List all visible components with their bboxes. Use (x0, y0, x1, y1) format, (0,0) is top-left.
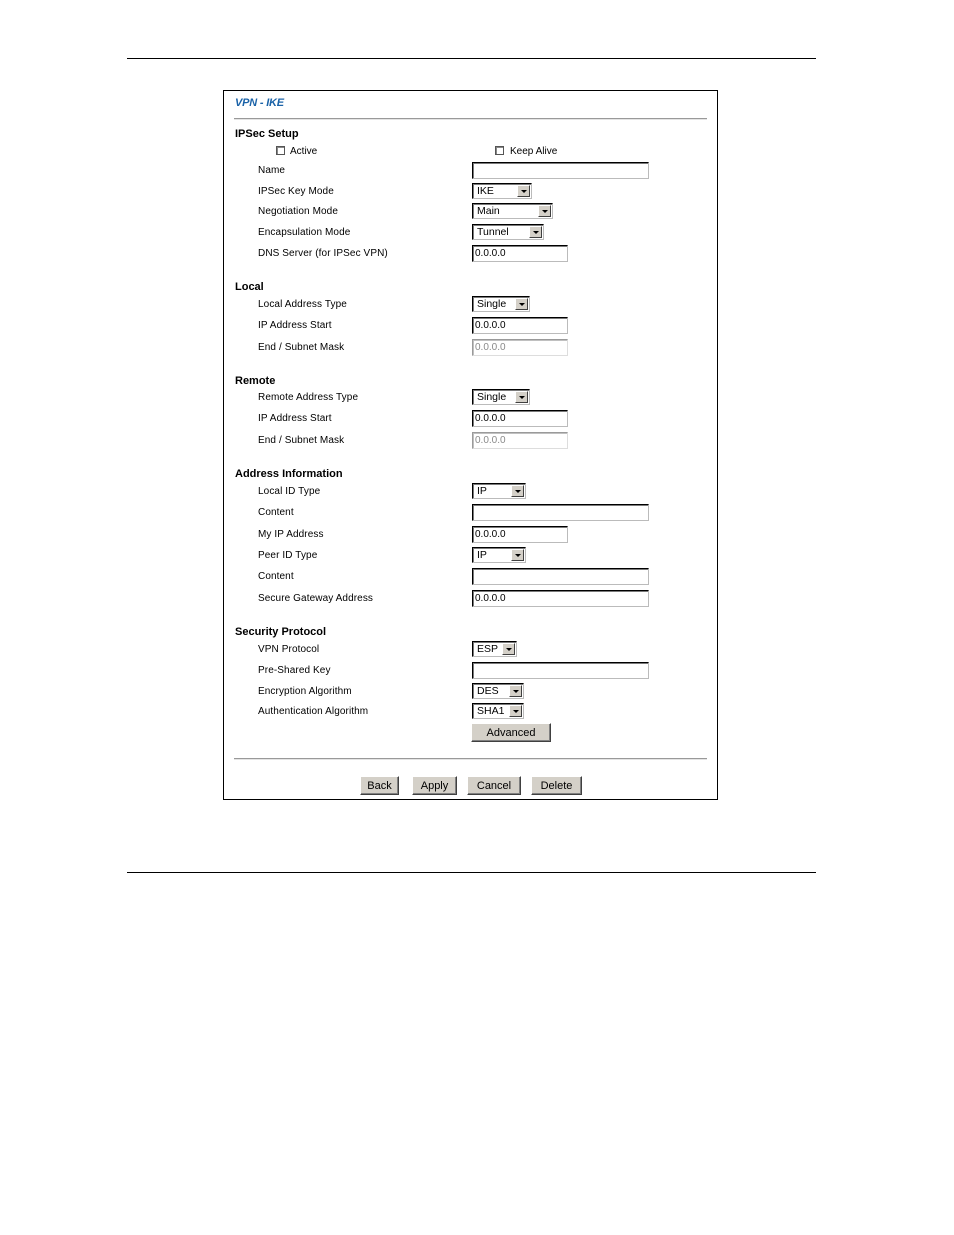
authentication-algorithm-label: Authentication Algorithm (258, 706, 369, 717)
page-title: VPN - IKE (235, 97, 284, 109)
local-content-label: Content (258, 507, 294, 518)
vpn-protocol-select[interactable] (472, 641, 517, 657)
name-input[interactable] (472, 162, 649, 179)
title-divider (234, 118, 707, 120)
local-end-mask-input[interactable]: 0.0.0.0 (472, 339, 568, 356)
keep-alive-label: Keep Alive (510, 146, 558, 157)
cancel-button[interactable]: Cancel (467, 776, 521, 795)
remote-end-mask-label: End / Subnet Mask (258, 435, 345, 446)
chevron-down-icon (509, 685, 522, 697)
dns-server-label: DNS Server (for IPSec VPN) (258, 248, 388, 259)
peer-id-type-select[interactable] (472, 547, 526, 563)
local-ip-start-input[interactable]: 0.0.0.0 (472, 317, 568, 334)
remote-address-type-label: Remote Address Type (258, 392, 359, 403)
local-id-type-select[interactable] (472, 483, 526, 499)
vpn-protocol-value: ESP (477, 643, 499, 655)
remote-end-mask-input[interactable]: 0.0.0.0 (472, 432, 568, 449)
authentication-algorithm-select[interactable] (472, 703, 524, 719)
ipsec-key-mode-select[interactable] (472, 183, 532, 199)
local-ip-start-label: IP Address Start (258, 320, 332, 331)
remote-ip-start-label: IP Address Start (258, 413, 332, 424)
security-protocol-heading: Security Protocol (235, 626, 327, 638)
encryption-algorithm-label: Encryption Algorithm (258, 686, 352, 697)
encapsulation-mode-label: Encapsulation Mode (258, 227, 351, 238)
local-end-mask-label: End / Subnet Mask (258, 342, 345, 353)
my-ip-address-input[interactable]: 0.0.0.0 (472, 526, 568, 543)
advanced-button[interactable]: Advanced (471, 723, 551, 742)
local-content-input[interactable] (472, 504, 649, 521)
page-bottom-rule (127, 872, 816, 873)
delete-button[interactable]: Delete (531, 776, 582, 795)
local-heading: Local (235, 281, 264, 293)
remote-address-type-value: Single (477, 391, 507, 403)
name-label: Name (258, 165, 286, 176)
ipsec-key-mode-value: IKE (477, 185, 494, 197)
address-information-heading: Address Information (235, 468, 343, 480)
my-ip-address-label: My IP Address (258, 529, 324, 540)
encapsulation-mode-value: Tunnel (477, 226, 509, 238)
chevron-down-icon (517, 185, 530, 197)
footer-divider (234, 758, 707, 760)
chevron-down-icon (515, 298, 528, 310)
peer-content-label: Content (258, 571, 294, 582)
chevron-down-icon (511, 549, 524, 561)
encapsulation-mode-select[interactable] (472, 224, 544, 240)
active-label: Active (290, 146, 318, 157)
back-button[interactable]: Back (360, 776, 399, 795)
negotiation-mode-select[interactable] (472, 203, 553, 219)
secure-gateway-input[interactable]: 0.0.0.0 (472, 590, 649, 607)
ipsec-setup-heading: IPSec Setup (235, 128, 299, 140)
negotiation-mode-value: Main (477, 205, 500, 217)
active-checkbox[interactable] (276, 146, 285, 155)
local-address-type-label: Local Address Type (258, 299, 347, 310)
pre-shared-key-input[interactable] (472, 662, 649, 679)
encryption-algorithm-select[interactable] (472, 683, 524, 699)
peer-id-type-label: Peer ID Type (258, 550, 318, 561)
chevron-down-icon (529, 226, 542, 238)
vpn-protocol-label: VPN Protocol (258, 644, 320, 655)
ipsec-key-mode-label: IPSec Key Mode (258, 186, 334, 197)
authentication-algorithm-value: SHA1 (477, 705, 505, 717)
chevron-down-icon (511, 485, 524, 497)
pre-shared-key-label: Pre-Shared Key (258, 665, 331, 676)
dns-server-input[interactable]: 0.0.0.0 (472, 245, 568, 262)
local-id-type-label: Local ID Type (258, 486, 321, 497)
peer-content-input[interactable] (472, 568, 649, 585)
apply-button[interactable]: Apply (412, 776, 457, 795)
local-address-type-value: Single (477, 298, 507, 310)
chevron-down-icon (538, 205, 551, 217)
remote-heading: Remote (235, 375, 276, 387)
chevron-down-icon (509, 705, 522, 717)
vpn-ike-panel (223, 90, 718, 800)
negotiation-mode-label: Negotiation Mode (258, 206, 338, 217)
encryption-algorithm-value: DES (477, 685, 499, 697)
chevron-down-icon (515, 391, 528, 403)
peer-id-type-value: IP (477, 549, 487, 561)
page-top-rule (127, 58, 816, 59)
secure-gateway-label: Secure Gateway Address (258, 593, 374, 604)
chevron-down-icon (502, 643, 515, 655)
local-address-type-select[interactable] (472, 296, 530, 312)
keep-alive-checkbox[interactable] (495, 146, 504, 155)
remote-ip-start-input[interactable]: 0.0.0.0 (472, 410, 568, 427)
remote-address-type-select[interactable] (472, 389, 530, 405)
local-id-type-value: IP (477, 485, 487, 497)
